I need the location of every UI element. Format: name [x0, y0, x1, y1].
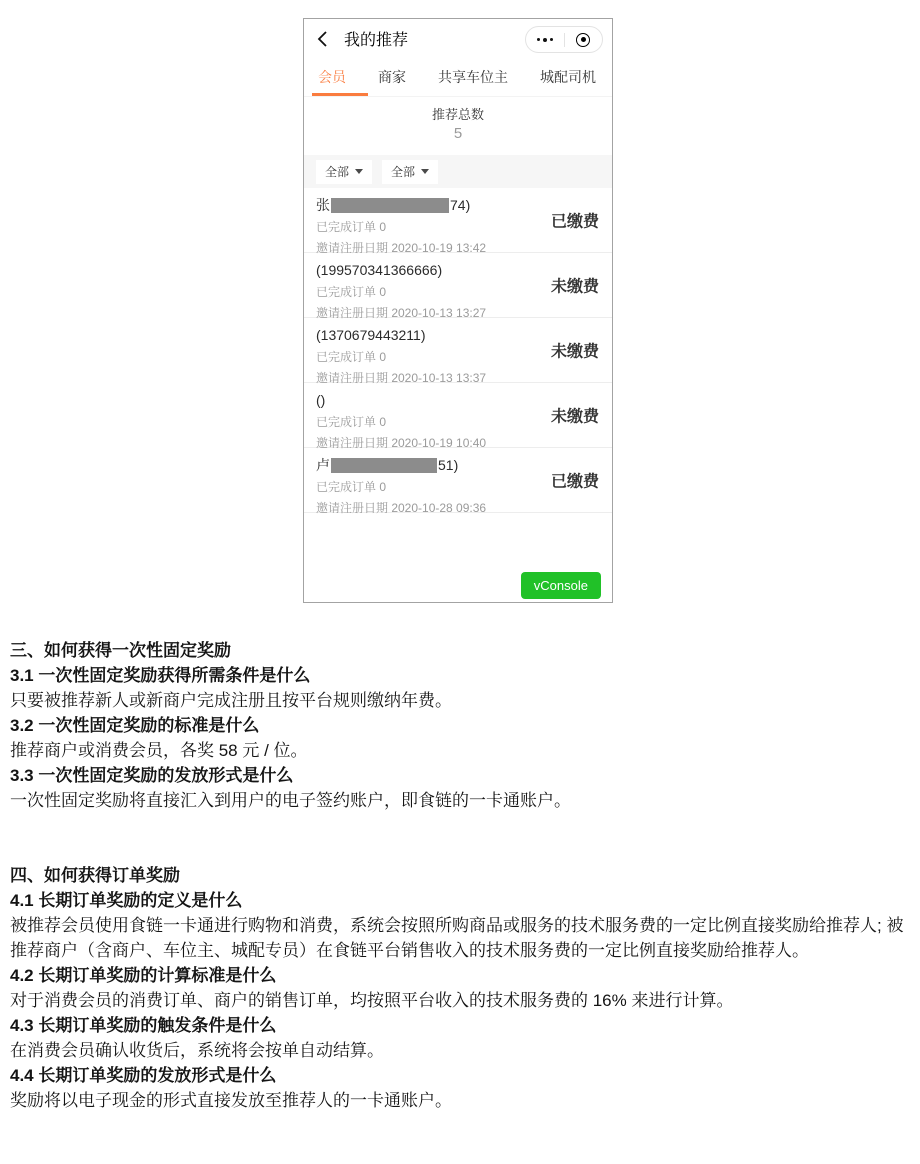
completed-orders: 已完成订单 0	[316, 220, 387, 234]
vconsole-button[interactable]: vConsole	[521, 572, 601, 599]
section-3-heading: 三、如何获得一次性固定奖励	[10, 641, 231, 660]
answer-3-3: 一次性固定奖励将直接汇入到用户的电子签约账户，即食链的一卡通账户。	[10, 791, 571, 810]
referral-name: ()	[316, 392, 326, 408]
list-item[interactable]	[304, 448, 612, 513]
question-3-3: 3.3 一次性固定奖励的发放形式是什么	[10, 766, 294, 785]
list-item[interactable]	[304, 383, 612, 448]
invite-date: 邀请注册日期 2020-10-19 10:40	[316, 436, 487, 450]
completed-orders: 已完成订单 0	[316, 480, 387, 494]
list-item[interactable]	[304, 253, 612, 318]
completed-orders: 已完成订单 0	[316, 285, 387, 299]
invite-date: 邀请注册日期 2020-10-13 13:37	[316, 371, 487, 385]
chevron-left-icon	[316, 30, 328, 48]
referral-name: (1370679443211)	[316, 327, 426, 343]
tab-city-driver[interactable]: 城配司机	[540, 69, 596, 85]
answer-4-1: 被推荐会员使用食链一卡通进行购物和消费，系统会按照所购商品或服务的技术服务费的一定比例直接奖励给推荐人; 被推荐商户（含商户、车位主、城配专员）在食链平台销售收入的技术服务费的一定比例直接奖励给推荐人。	[10, 916, 904, 960]
redaction-box	[331, 458, 437, 473]
answer-3-1: 只要被推荐新人或新商户完成注册且按平台规则缴纳年费。	[10, 691, 452, 710]
filter-bar	[304, 155, 612, 188]
payment-status-badge: 未缴费	[550, 343, 599, 361]
active-tab-underline	[312, 93, 368, 96]
target-circle-icon	[576, 33, 590, 47]
mini-program-header	[304, 19, 612, 58]
payment-status-badge: 已缴费	[550, 473, 599, 491]
document-body	[10, 638, 912, 1113]
summary-value: 5	[453, 125, 463, 142]
payment-status-badge: 未缴费	[550, 278, 599, 296]
summary-block	[304, 97, 612, 144]
filter-dropdown-2[interactable]	[382, 160, 438, 184]
filter-2-label: 全部	[391, 165, 416, 179]
answer-4-2: 对于消费会员的消费订单、商户的销售订单，均按照平台收入的技术服务费的 16% 来进行计算。	[10, 991, 734, 1010]
tab-bar	[304, 58, 612, 97]
question-4-1: 4.1 长期订单奖励的定义是什么	[10, 891, 243, 910]
completed-orders: 已完成订单 0	[316, 350, 387, 364]
filter-dropdown-1[interactable]	[316, 160, 372, 184]
completed-orders: 已完成订单 0	[316, 415, 387, 429]
invite-date: 邀请注册日期 2020-10-19 13:42	[316, 241, 487, 255]
answer-4-3: 在消费会员确认收货后，系统将会按单自动结算。	[10, 1041, 384, 1060]
chevron-down-icon	[421, 169, 429, 174]
question-4-2: 4.2 长期订单奖励的计算标准是什么	[10, 966, 277, 985]
question-3-1: 3.1 一次性固定奖励获得所需条件是什么	[10, 666, 311, 685]
answer-4-4: 奖励将以电子现金的形式直接发放至推荐人的一卡通账户。	[10, 1091, 452, 1110]
miniprogram-capsule	[525, 26, 603, 53]
name-prefix: 张	[316, 197, 330, 213]
invite-date: 邀请注册日期 2020-10-28 09:36	[316, 501, 487, 515]
referral-name: (199570341366666)	[316, 262, 443, 278]
name-prefix: 卢	[316, 457, 330, 473]
referral-list	[304, 188, 612, 513]
tab-merchant[interactable]: 商家	[378, 69, 406, 85]
tab-parking-owner[interactable]: 共享车位主	[438, 69, 508, 85]
section-spacer	[10, 813, 912, 863]
section-4-heading: 四、如何获得订单奖励	[10, 866, 180, 885]
invite-date: 邀请注册日期 2020-10-13 13:27	[316, 306, 487, 320]
page-title: 我的推荐	[344, 32, 409, 49]
name-suffix: 51)	[438, 457, 459, 473]
name-suffix: 74)	[450, 197, 471, 213]
list-item[interactable]	[304, 188, 612, 253]
chevron-down-icon	[355, 169, 363, 174]
payment-status-badge: 已缴费	[550, 213, 599, 231]
question-3-2: 3.2 一次性固定奖励的标准是什么	[10, 716, 260, 735]
list-item[interactable]	[304, 318, 612, 383]
back-button[interactable]	[316, 30, 334, 48]
more-button[interactable]	[526, 27, 564, 52]
question-4-3: 4.3 长期订单奖励的触发条件是什么	[10, 1016, 277, 1035]
filter-1-label: 全部	[325, 165, 350, 179]
summary-label: 推荐总数	[431, 107, 484, 122]
close-minimize-button[interactable]	[565, 27, 603, 52]
phone-screenshot	[303, 18, 613, 603]
redaction-box	[331, 198, 449, 213]
tab-member[interactable]: 会员	[318, 69, 346, 85]
question-4-4: 4.4 长期订单奖励的发放形式是什么	[10, 1066, 277, 1085]
answer-3-2: 推荐商户或消费会员，各奖 58 元 / 位。	[10, 741, 308, 760]
ellipsis-icon	[537, 38, 553, 42]
payment-status-badge: 未缴费	[550, 408, 599, 426]
